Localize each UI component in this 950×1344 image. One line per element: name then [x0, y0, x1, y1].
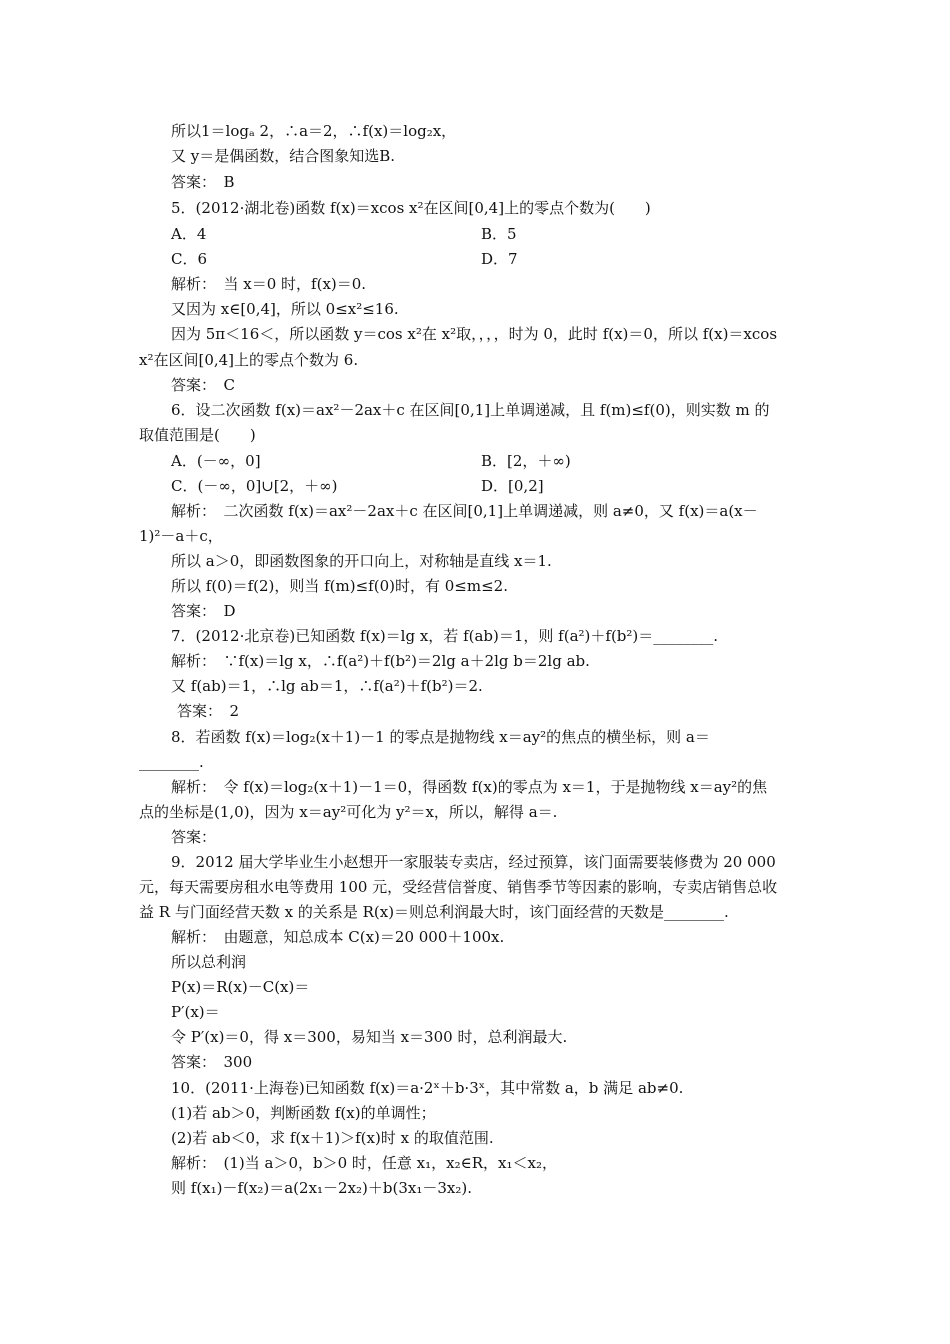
text-line: P(x)＝R(x)－C(x)＝ [171, 978, 310, 996]
option-b: B．5 [481, 225, 517, 243]
option-a: A．(－∞，0] [171, 452, 261, 470]
answer-line: 答案： B [171, 173, 235, 191]
text-line: 令 P′(x)＝0，得 x＝300，易知当 x＝300 时，总利润最大. [171, 1028, 568, 1046]
text-line: 所以 f(0)＝f(2)，则当 f(m)≤f(0)时，有 0≤m≤2. [171, 577, 508, 595]
answer-line: 答案： [171, 828, 217, 846]
answer-line: 答案： C [171, 376, 235, 394]
text-line: (2)若 ab＜0，求 f(x＋1)＞f(x)时 x 的取值范围. [171, 1129, 494, 1147]
text-line: 取值范围是( ) [139, 426, 256, 444]
question-9: 9．2012 届大学毕业生小赵想开一家服装专卖店，经过预算，该门面需要装修费为 20 000 [171, 853, 776, 871]
option-d: D．7 [481, 250, 518, 268]
text-line: 益 R 与门面经营天数 x 的关系是 R(x)＝则总利润最大时，该门面经营的天数是________. [139, 903, 729, 921]
text-line: 点的坐标是(1,0)，因为 x＝ay²可化为 y²＝x，所以，解得 a＝. [139, 803, 558, 821]
text-line: 元，每天需要房租水电等费用 100 元，受经营信誉度、销售季节等因素的影响，专卖店销售总收 [139, 878, 778, 896]
text-line: 又 f(ab)＝1，∴lg ab＝1，∴f(a²)＋f(b²)＝2. [171, 677, 483, 695]
option-b: B．[2，＋∞) [481, 452, 571, 470]
question-7: 7．(2012·北京卷)已知函数 f(x)＝lg x，若 f(ab)＝1，则 f(a²)＋f(b²)＝________. [171, 627, 719, 645]
question-5: 5．(2012·湖北卷)函数 f(x)＝xcos x²在区间[0,4]上的零点个数为( ) [171, 199, 651, 217]
text-line: 1)²－a＋c， [139, 527, 223, 545]
option-c: C．6 [171, 250, 208, 268]
text-line: 因为 5π＜16＜，所以函数 y＝cos x²在 x²取，，，，时为 0，此时 f(x)＝0，所以 f(x)＝xcos [171, 325, 778, 343]
option-d: D．[0,2] [481, 477, 544, 495]
option-a: A．4 [171, 225, 207, 243]
text-line: 又因为 x∈[0,4]，所以 0≤x²≤16. [171, 300, 399, 318]
text-line: x²在区间[0,4]上的零点个数为 6. [139, 351, 359, 369]
text-line: ________. [139, 753, 204, 771]
solution-line: 解析： (1)当 a＞0，b＞0 时，任意 x₁，x₂∈R，x₁＜x₂， [171, 1154, 557, 1172]
solution-line: 解析： ∵f(x)＝lg x，∴f(a²)＋f(b²)＝2lg a＋2lg b＝2lg ab. [171, 652, 590, 670]
text-line: (1)若 ab＞0，判断函数 f(x)的单调性； [171, 1104, 436, 1122]
text-line: 所以 a＞0，即函数图象的开口向上，对称轴是直线 x＝1. [171, 552, 552, 570]
answer-line: 答案： 2 [177, 702, 240, 720]
answer-line: 答案： 300 [171, 1053, 253, 1071]
solution-line: 解析： 令 f(x)＝log₂(x＋1)－1＝0，得函数 f(x)的零点为 x＝1，于是抛物线 x＝ay²的焦 [171, 778, 768, 796]
solution-line: 解析： 当 x＝0 时，f(x)＝0. [171, 275, 367, 293]
text-line: P′(x)＝ [171, 1003, 220, 1021]
solution-line: 解析： 由题意，知总成本 C(x)＝20 000＋100x. [171, 928, 505, 946]
question-10: 10．(2011·上海卷)已知函数 f(x)＝a·2ˣ＋b·3ˣ，其中常数 a，b 满足 ab≠0. [171, 1079, 684, 1097]
solution-line: 解析： 二次函数 f(x)＝ax²－2ax＋c 在区间[0,1]上单调递减，则 a≠0，又 f(x)＝a(x－ [171, 502, 758, 520]
text-line: 又 y＝是偶函数，结合图象知选B. [171, 147, 396, 165]
text-line: 所以总利润 [171, 953, 247, 971]
text-line: 所以1＝logₐ 2，∴a＝2，∴f(x)＝log₂x， [171, 122, 457, 140]
text-line: 则 f(x₁)－f(x₂)＝a(2x₁－2x₂)＋b(3x₁－3x₂). [171, 1179, 473, 1197]
question-8: 8．若函数 f(x)＝log₂(x＋1)－1 的零点是抛物线 x＝ay²的焦点的横坐标，则 a＝ [171, 728, 710, 746]
option-c: C．(－∞，0]∪[2，＋∞) [171, 477, 338, 495]
answer-line: 答案： D [171, 602, 236, 620]
question-6: 6．设二次函数 f(x)＝ax²－2ax＋c 在区间[0,1]上单调递减，且 f(m)≤f(0)，则实数 m 的 [171, 401, 770, 419]
